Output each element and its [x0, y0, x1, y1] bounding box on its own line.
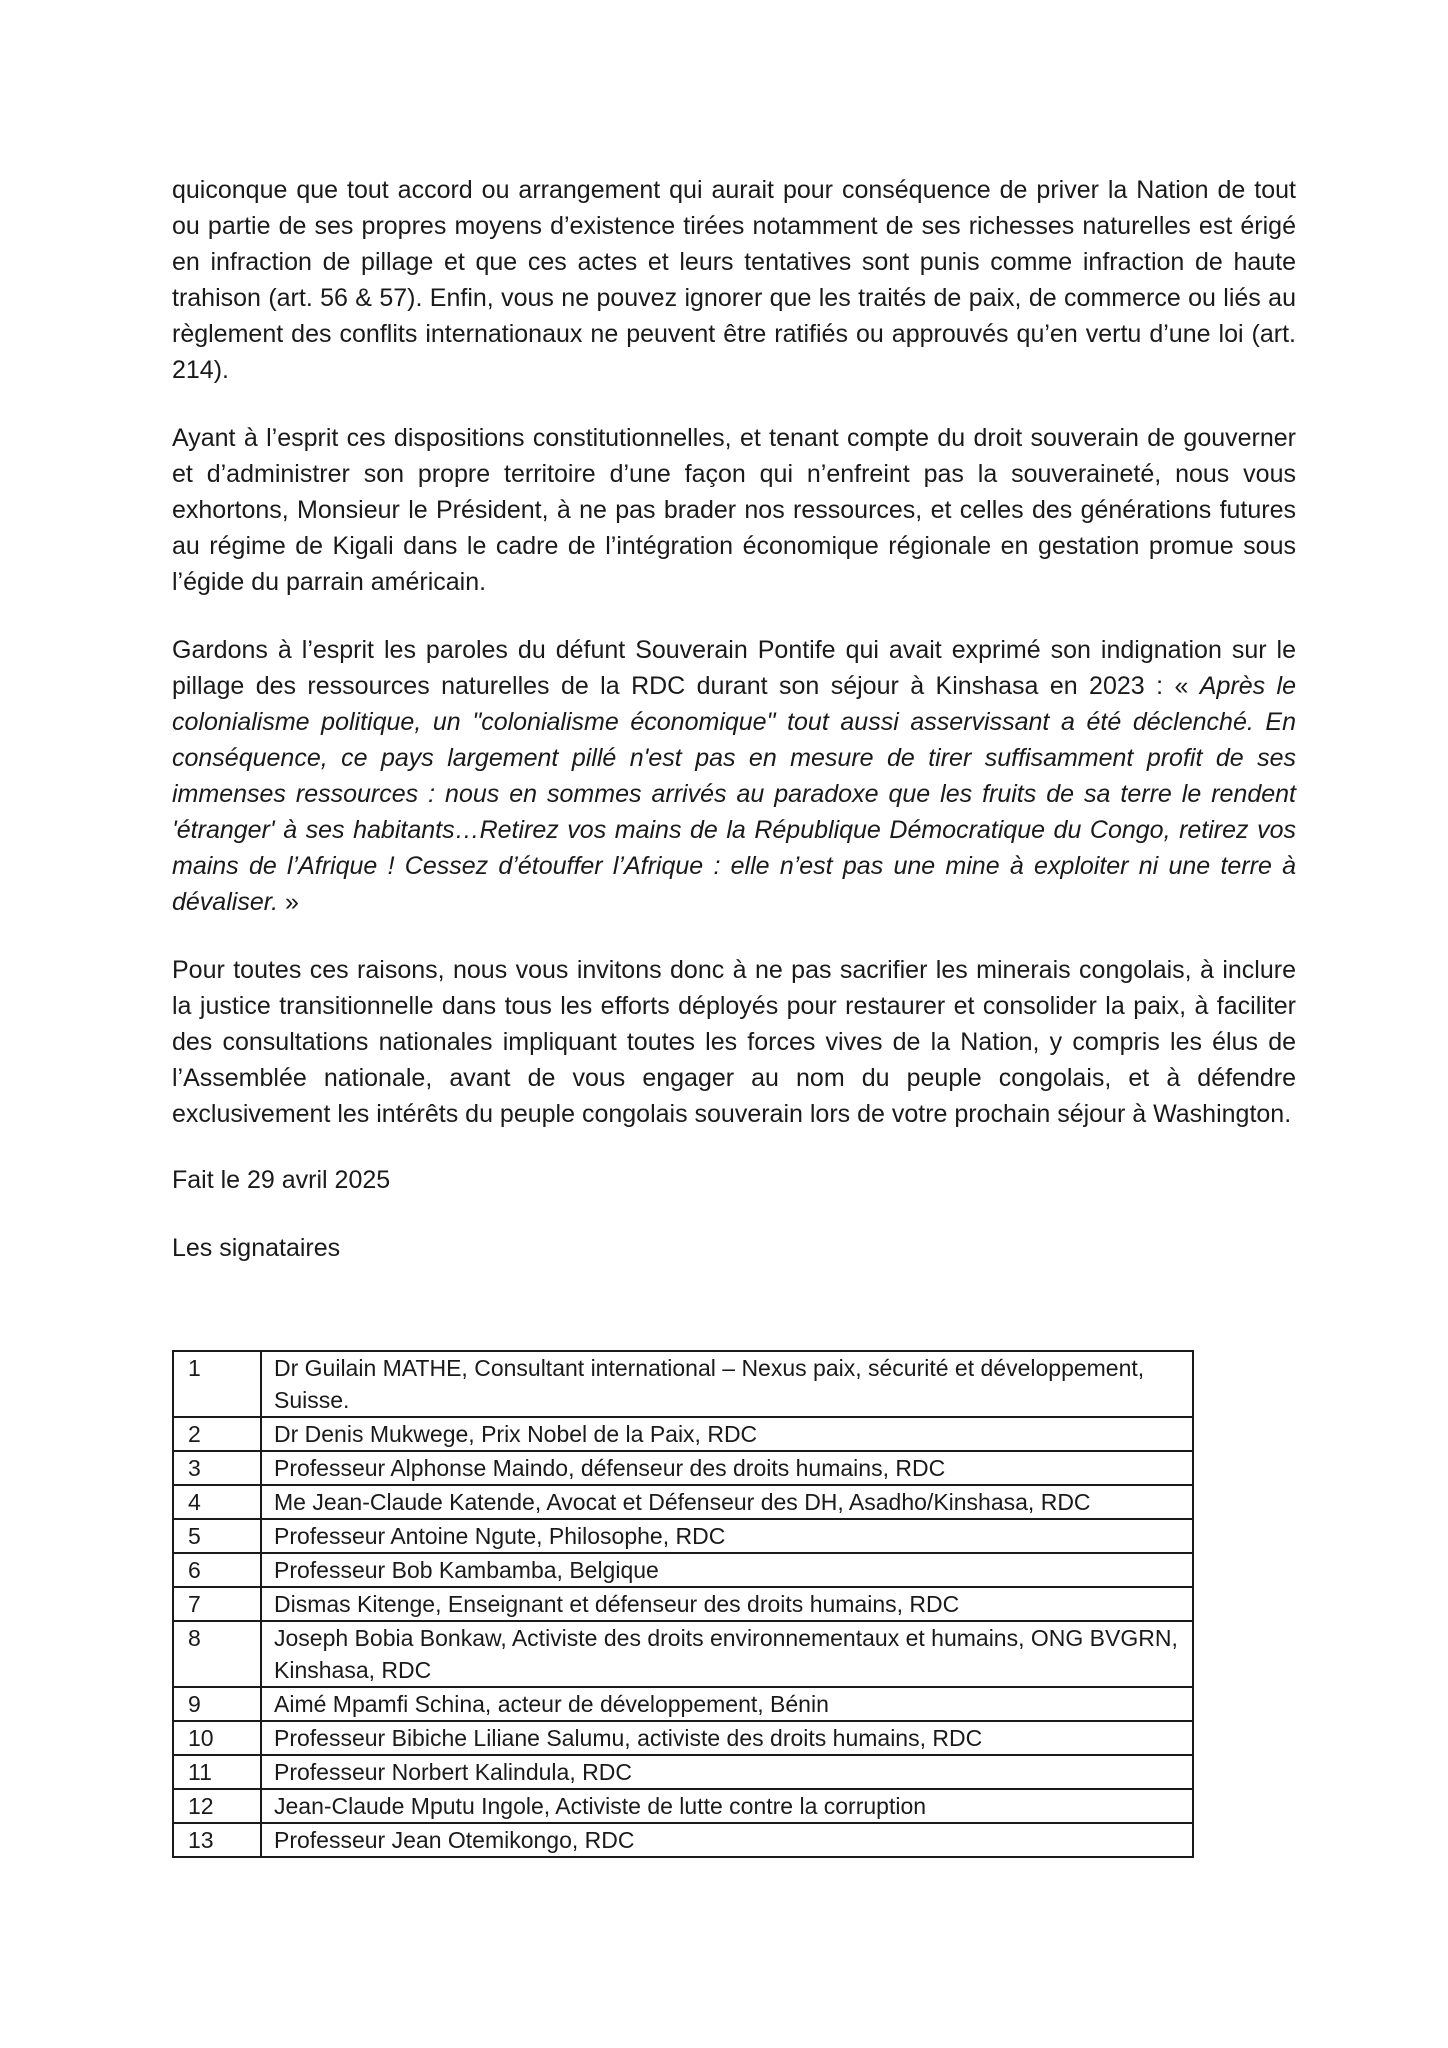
table-row	[173, 1621, 1193, 1687]
signatory-name: Professeur Bob Kambamba, Belgique	[261, 1553, 1193, 1587]
table-row	[173, 1351, 1193, 1417]
signatory-number: 10	[173, 1721, 261, 1755]
signatory-number: 3	[173, 1451, 261, 1485]
signatory-name: Dr Denis Mukwege, Prix Nobel de la Paix, RDC	[261, 1417, 1193, 1451]
signatory-name: Dismas Kitenge, Enseignant et défenseur des droits humains, RDC	[261, 1587, 1193, 1621]
signatory-number: 13	[173, 1823, 261, 1857]
signatory-name: Professeur Norbert Kalindula, RDC	[261, 1755, 1193, 1789]
signatories-table-body	[173, 1351, 1193, 1857]
signatory-number: 8	[173, 1621, 261, 1687]
table-row	[173, 1587, 1193, 1621]
table-row	[173, 1417, 1193, 1451]
signatory-name: Professeur Antoine Ngute, Philosophe, RDC	[261, 1519, 1193, 1553]
signatory-number: 7	[173, 1587, 261, 1621]
signatory-name: Joseph Bobia Bonkaw, Activiste des droits environnementaux et humains, ONG BVGRN, Kinshasa, RDC	[261, 1621, 1193, 1687]
table-row	[173, 1687, 1193, 1721]
signatory-name: Jean-Claude Mputu Ingole, Activiste de lutte contre la corruption	[261, 1789, 1193, 1823]
quote-intro: Gardons à l’esprit les paroles du défunt Souverain Pontife qui avait exprimé son indignation sur le pillage des ressources naturelles de la RDC durant son séjour à Kinshasa en 2023 : «	[172, 636, 1296, 700]
table-row	[173, 1789, 1193, 1823]
signatory-number: 4	[173, 1485, 261, 1519]
signatory-number: 2	[173, 1417, 261, 1451]
table-row	[173, 1823, 1193, 1857]
signatory-name: Professeur Jean Otemikongo, RDC	[261, 1823, 1193, 1857]
signatory-name: Aimé Mpamfi Schina, acteur de développement, Bénin	[261, 1687, 1193, 1721]
paragraph-conclusion: Pour toutes ces raisons, nous vous invitons donc à ne pas sacrifier les minerais congolais, à inclure la justice transitionnelle dans tous les efforts déployés pour restaurer et consolider la paix, à faciliter des consultations nationales impliquant toutes les forces vives de la Nation, y compris les élus de l’Assemblée nationale, avant de vous engager au nom du peuple congolais, et à défendre exclusivement les intérêts du peuple congolais souverain lors de votre prochain séjour à Washington.	[172, 956, 1296, 1128]
table-row	[173, 1721, 1193, 1755]
date-line: Fait le 29 avril 2025	[172, 1166, 391, 1194]
signatory-number: 11	[173, 1755, 261, 1789]
signatories-title: Les signataires	[172, 1234, 341, 1262]
signatory-number: 6	[173, 1553, 261, 1587]
paragraph-exhortation: Ayant à l’esprit ces dispositions constitutionnelles, et tenant compte du droit souverain de gouverner et d’administrer son propre territoire d’une façon qui n’enfreint pas la souveraineté, nous vous exhortons, Monsieur le Président, à ne pas brader nos ressources, et celles des générations futures au régime de Kigali dans le cadre de l’intégration économique régionale en gestation promue sous l’égide du parrain américain.	[172, 424, 1296, 596]
signatory-number: 12	[173, 1789, 261, 1823]
quote-text: Après le colonialisme politique, un "colonialisme économique" tout aussi asservissant a été déclenché. En conséquence, ce pays largement pillé n'est pas en mesure de tirer suffisamment profit de ses immenses ressources : nous en sommes arrivés au paradoxe que les fruits de sa terre le rendent 'étranger' à ses habitants…Retirez vos mains de la République Démocratique du Congo, retirez vos mains de l’Afrique ! Cessez d’étouffer l’Afrique : elle n’est pas une mine à exploiter ni une terre à dévaliser.	[172, 672, 1296, 916]
table-row	[173, 1485, 1193, 1519]
signatory-number: 5	[173, 1519, 261, 1553]
signatory-number: 1	[173, 1351, 261, 1417]
signatory-name: Me Jean-Claude Katende, Avocat et Défenseur des DH, Asadho/Kinshasa, RDC	[261, 1485, 1193, 1519]
table-row	[173, 1553, 1193, 1587]
signatory-name: Professeur Alphonse Maindo, défenseur des droits humains, RDC	[261, 1451, 1193, 1485]
paragraph-constitution: quiconque que tout accord ou arrangement qui aurait pour conséquence de priver la Nation de tout ou partie de ses propres moyens d’existence tirées notamment de ses richesses naturelles est érigé en infraction de pillage et que ces actes et leurs tentatives sont punis comme infraction de haute trahison (art. 56 & 57). Enfin, vous ne pouvez ignorer que les traités de paix, de commerce ou liés au règlement des conflits internationaux ne peuvent être ratifiés ou approuvés qu’en vertu d’une loi (art. 214).	[172, 176, 1296, 384]
letter-body	[172, 172, 1296, 1298]
table-row	[173, 1755, 1193, 1789]
table-row	[173, 1519, 1193, 1553]
signatory-name: Dr Guilain MATHE, Consultant international – Nexus paix, sécurité et développement, Suisse.	[261, 1351, 1193, 1417]
quote-close: »	[278, 888, 299, 916]
signatories-table	[172, 1350, 1194, 1858]
signatory-name: Professeur Bibiche Liliane Salumu, activiste des droits humains, RDC	[261, 1721, 1193, 1755]
signatory-number: 9	[173, 1687, 261, 1721]
table-row	[173, 1451, 1193, 1485]
paragraph-pope-quote	[172, 632, 1296, 920]
